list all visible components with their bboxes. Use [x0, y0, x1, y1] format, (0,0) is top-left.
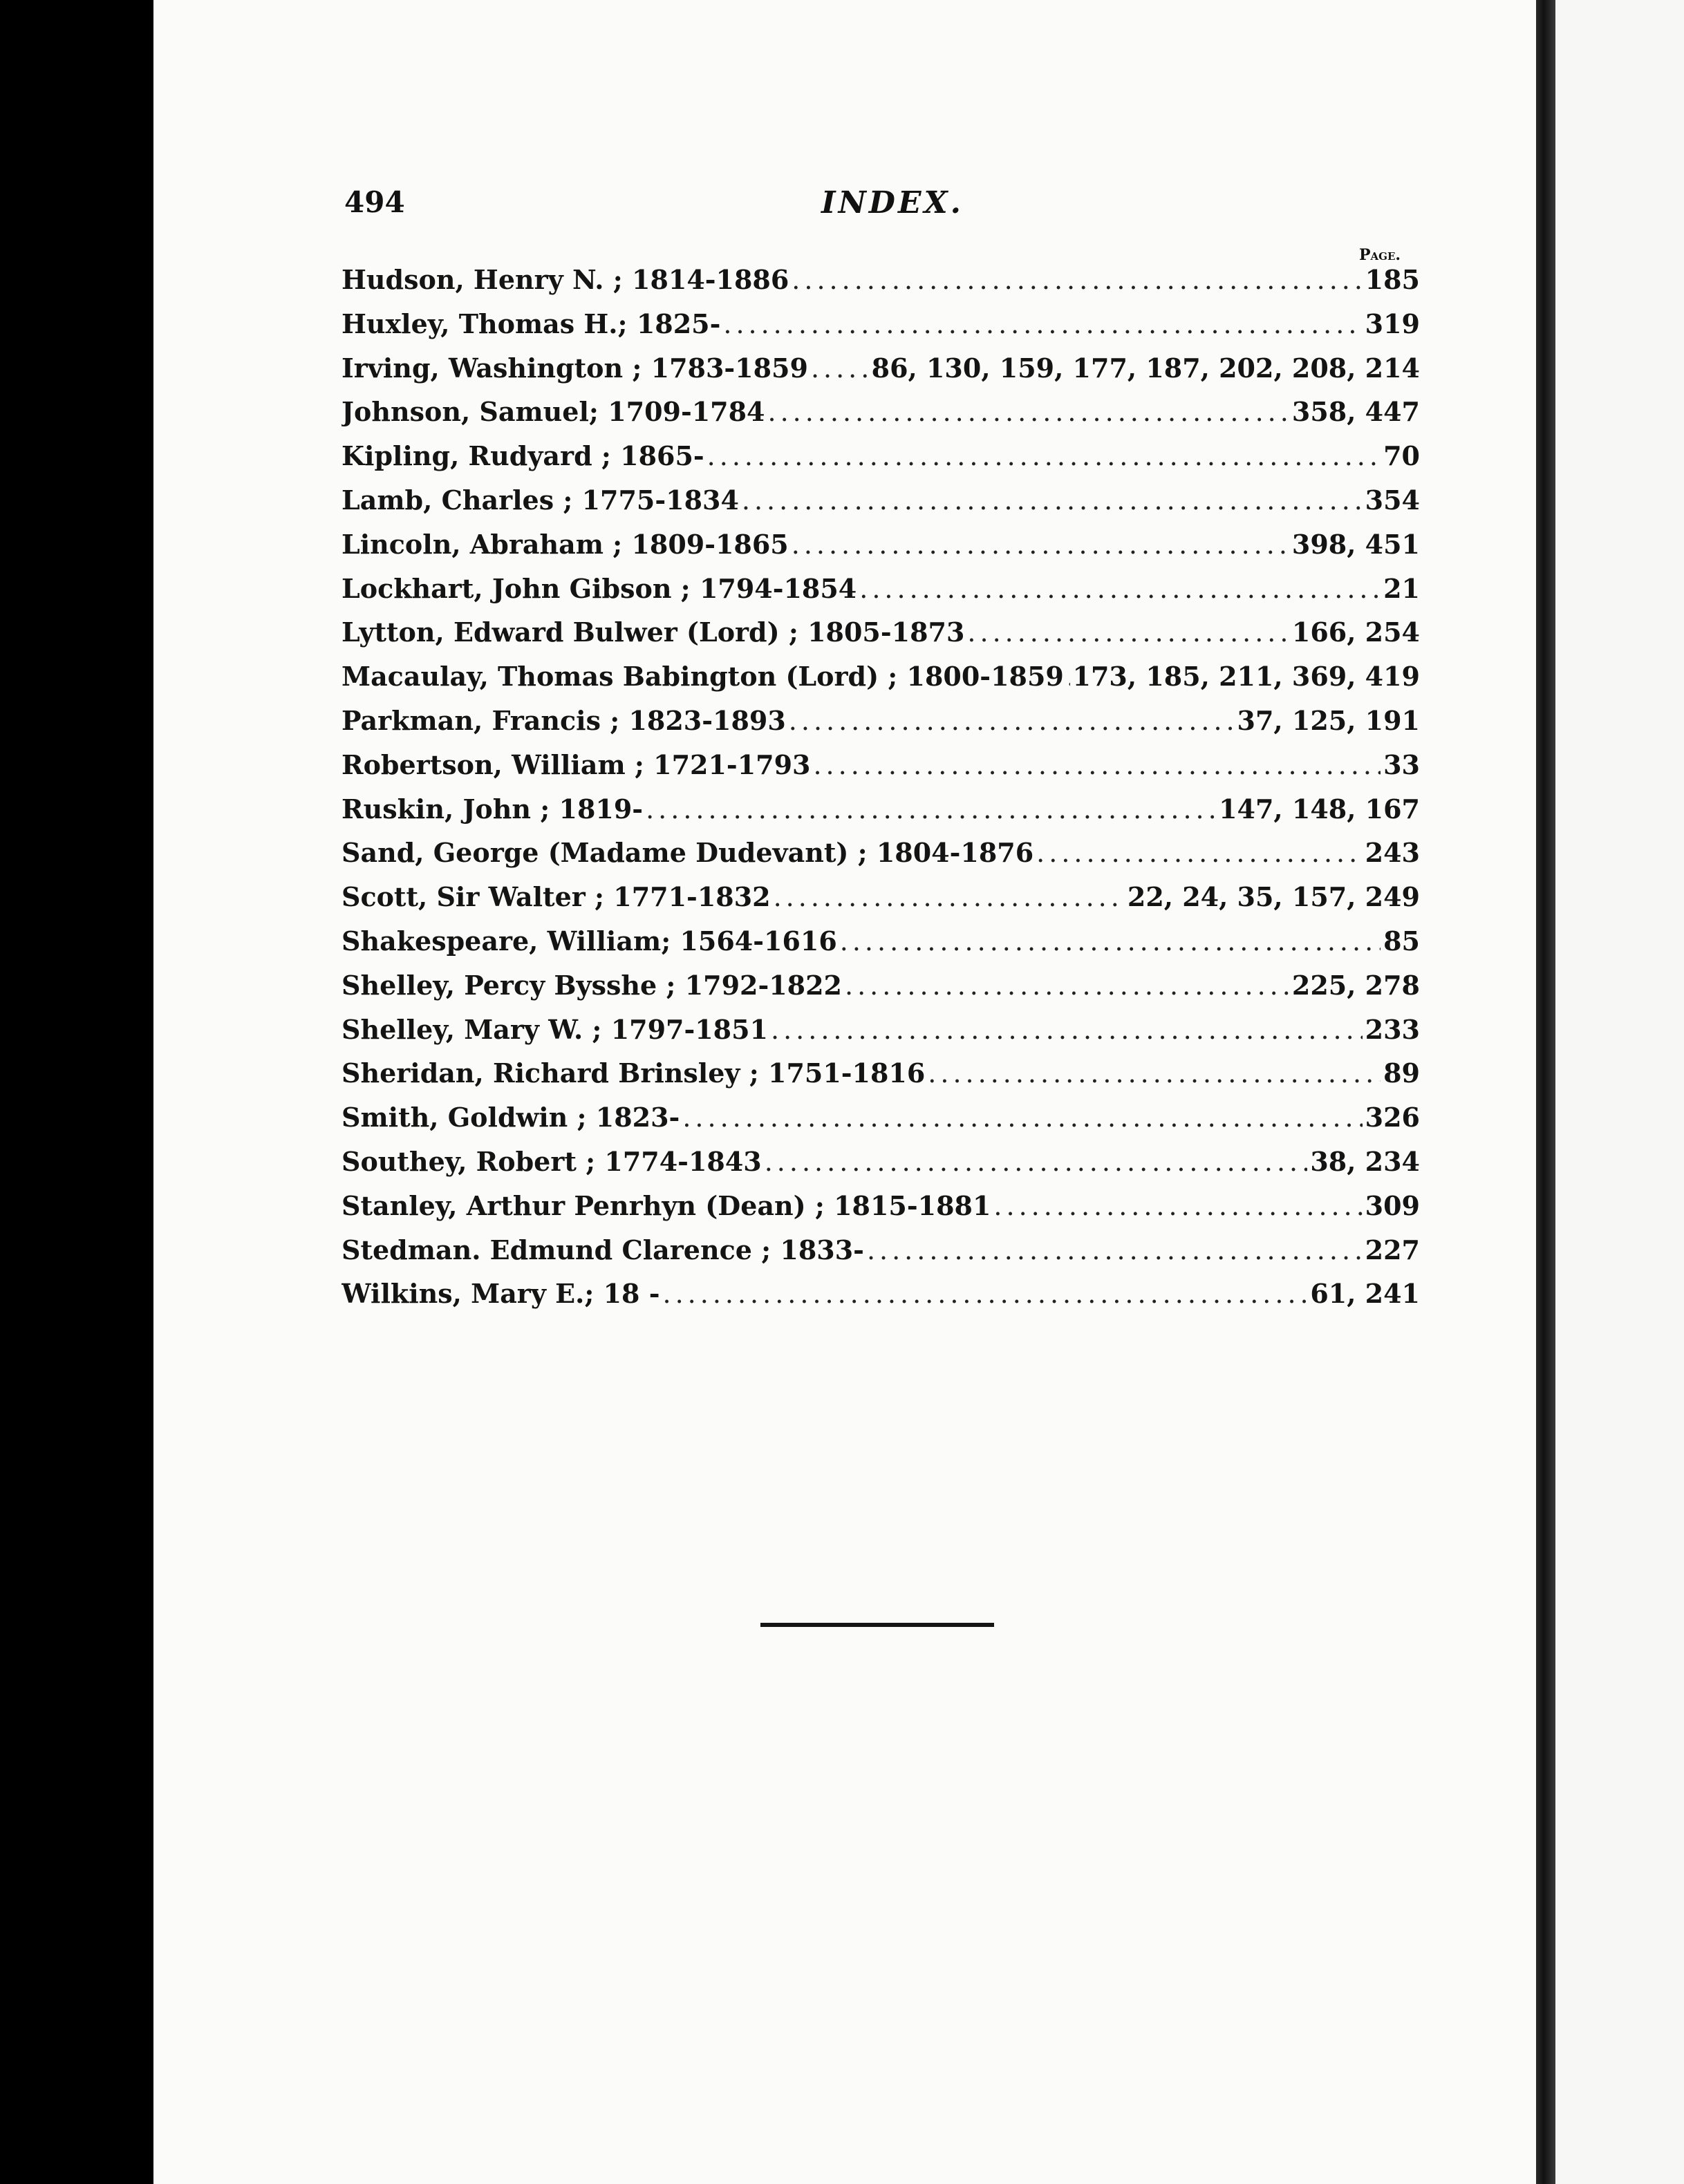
entry-dates: 1564-1616	[680, 925, 837, 957]
entry-name: Wilkins, Mary E.;	[342, 1278, 595, 1310]
index-entry	[342, 1057, 1420, 1102]
entry-pages: 166, 254	[1291, 616, 1420, 648]
entry-dates: 1815-1881	[834, 1189, 991, 1221]
index-entry	[342, 616, 1420, 661]
page-column-heading: Page.	[1359, 246, 1401, 264]
entry-name: Irving, Washington ;	[342, 352, 642, 384]
index-entry	[342, 837, 1420, 881]
entry-dates: 1805-1873	[807, 616, 965, 648]
dot-leader	[663, 1279, 1308, 1309]
entry-name: Lockhart, John Gibson ;	[342, 572, 691, 604]
entry-dates: 1797-1851	[610, 1013, 768, 1045]
entry-pages: 185	[1365, 264, 1420, 295]
entry-pages: 358, 447	[1291, 396, 1420, 428]
entry-pages: 38, 234	[1310, 1145, 1420, 1177]
index-entry	[342, 881, 1420, 925]
entry-dates: 1809-1865	[631, 528, 789, 560]
entry-pages: 326	[1365, 1102, 1420, 1133]
entry-name: Lytton, Edward Bulwer (Lord) ;	[342, 616, 798, 648]
dot-leader	[967, 617, 1289, 648]
dot-leader	[682, 1102, 1362, 1133]
entry-pages: 233	[1365, 1013, 1420, 1045]
entry-pages: 61, 241	[1310, 1278, 1420, 1310]
entry-pages: 21	[1383, 572, 1420, 604]
page-header	[344, 185, 1423, 227]
dot-leader	[723, 309, 1362, 339]
entry-pages: 86, 130, 159, 177, 187, 202, 208, 214	[871, 352, 1420, 384]
entry-dates: 1709-1784	[608, 396, 765, 428]
entry-name: Johnson, Samuel;	[342, 396, 599, 428]
entry-name: Lincoln, Abraham ;	[342, 528, 623, 560]
dot-leader	[811, 353, 869, 384]
entry-name: Sand, George (Madame Dudevant) ;	[342, 837, 868, 869]
index-entry	[342, 1014, 1420, 1058]
index-entry	[342, 1102, 1420, 1146]
dot-leader	[789, 706, 1235, 736]
index-entry	[342, 440, 1420, 484]
entry-pages: 70	[1383, 440, 1420, 472]
entry-pages: 89	[1383, 1057, 1420, 1089]
dot-leader	[707, 441, 1381, 471]
entry-name: Shelley, Percy Bysshe ;	[342, 969, 676, 1001]
entry-name: Scott, Sir Walter ;	[342, 881, 605, 913]
index-entry	[342, 661, 1420, 705]
index-entry	[342, 573, 1420, 617]
entry-dates: 1804-1876	[876, 837, 1034, 869]
index-entry	[342, 793, 1420, 838]
index-entry	[342, 529, 1420, 573]
dot-leader	[813, 750, 1381, 780]
entry-dates: 1833-	[780, 1234, 864, 1265]
index-entry	[342, 1146, 1420, 1190]
entry-pages: 319	[1365, 308, 1420, 339]
entry-pages: 354	[1365, 484, 1420, 516]
entry-pages: 173, 185, 211, 369, 419	[1072, 661, 1420, 693]
running-title: INDEX.	[821, 185, 964, 220]
dot-leader	[1067, 661, 1070, 692]
entry-name: Shakespeare, William;	[342, 925, 671, 957]
dot-leader	[767, 397, 1289, 427]
dot-leader	[859, 574, 1381, 604]
dot-leader	[792, 265, 1362, 295]
entry-pages: 225, 278	[1291, 969, 1420, 1001]
entry-pages: 398, 451	[1291, 528, 1420, 560]
facing-page-edge	[1555, 0, 1684, 2184]
entry-dates: 1721-1793	[653, 749, 811, 780]
index-entry	[342, 925, 1420, 970]
dot-leader	[993, 1191, 1362, 1221]
entry-name: Stedman. Edmund Clarence ;	[342, 1234, 771, 1265]
entry-pages: 243	[1365, 837, 1420, 869]
dot-leader	[771, 1015, 1363, 1045]
index-entry	[342, 970, 1420, 1014]
dot-leader	[1036, 838, 1363, 868]
entry-dates: 1800-1859	[906, 661, 1064, 693]
entry-name: Macaulay, Thomas Babington (Lord) ;	[342, 661, 898, 693]
entry-name: Hudson, Henry N. ;	[342, 264, 623, 295]
index-entry	[342, 396, 1420, 440]
entry-pages: 147, 148, 167	[1219, 793, 1420, 825]
entry-dates: 1751-1816	[768, 1057, 926, 1089]
dot-leader	[867, 1235, 1363, 1265]
entry-dates: 1783-1859	[651, 352, 808, 384]
entry-dates: 1825-	[636, 308, 721, 339]
entry-name: Stanley, Arthur Penrhyn (Dean) ;	[342, 1189, 825, 1221]
dot-leader	[928, 1058, 1381, 1089]
entry-name: Parkman, Francis ;	[342, 704, 620, 736]
entry-name: Lamb, Charles ;	[342, 484, 573, 516]
closing-rule	[760, 1623, 994, 1627]
entry-dates: 1774-1843	[604, 1145, 762, 1177]
index-entry	[342, 1190, 1420, 1234]
entry-pages: 227	[1365, 1234, 1420, 1265]
entry-name: Ruskin, John ;	[342, 793, 550, 825]
entry-dates: 18 -	[603, 1278, 660, 1310]
entry-dates: 1814-1886	[632, 264, 789, 295]
entry-name: Shelley, Mary W. ;	[342, 1013, 602, 1045]
entry-pages: 85	[1383, 925, 1420, 957]
entry-name: Kipling, Rudyard ;	[342, 440, 611, 472]
index-entry	[342, 484, 1420, 529]
entry-dates: 1771-1832	[613, 881, 771, 913]
entry-dates: 1775-1834	[581, 484, 739, 516]
index-entry	[342, 352, 1420, 397]
entry-name: Sheridan, Richard Brinsley ;	[342, 1057, 759, 1089]
entry-pages: 37, 125, 191	[1237, 704, 1420, 736]
index-entry	[342, 1278, 1420, 1322]
entry-pages: 309	[1365, 1189, 1420, 1221]
index-entry	[342, 264, 1420, 308]
index-entry	[342, 308, 1420, 352]
index-entries	[342, 264, 1420, 1322]
index-entry	[342, 749, 1420, 793]
entry-dates: 1794-1854	[699, 572, 857, 604]
entry-dates: 1792-1822	[684, 969, 842, 1001]
book-spine-shadow	[1536, 0, 1555, 2184]
index-entry	[342, 705, 1420, 749]
entry-dates: 1823-	[595, 1102, 680, 1133]
entry-name: Robertson, William ;	[342, 749, 644, 780]
dot-leader	[742, 485, 1363, 516]
entry-name: Smith, Goldwin ;	[342, 1102, 587, 1133]
entry-dates: 1865-	[620, 440, 704, 472]
dot-leader	[792, 529, 1289, 560]
entry-pages: 22, 24, 35, 157, 249	[1127, 881, 1420, 913]
dot-leader	[765, 1147, 1308, 1177]
entry-pages: 33	[1383, 749, 1420, 780]
page-number: 494	[344, 185, 405, 219]
entry-name: Huxley, Thomas H.;	[342, 308, 628, 339]
dot-leader	[646, 794, 1216, 825]
entry-dates: 1823-1893	[628, 704, 786, 736]
entry-name: Southey, Robert ;	[342, 1145, 596, 1177]
dot-leader	[845, 970, 1289, 1001]
dot-leader	[840, 926, 1381, 957]
index-entry	[342, 1234, 1420, 1279]
dot-leader	[774, 882, 1125, 912]
entry-dates: 1819-	[559, 793, 644, 825]
